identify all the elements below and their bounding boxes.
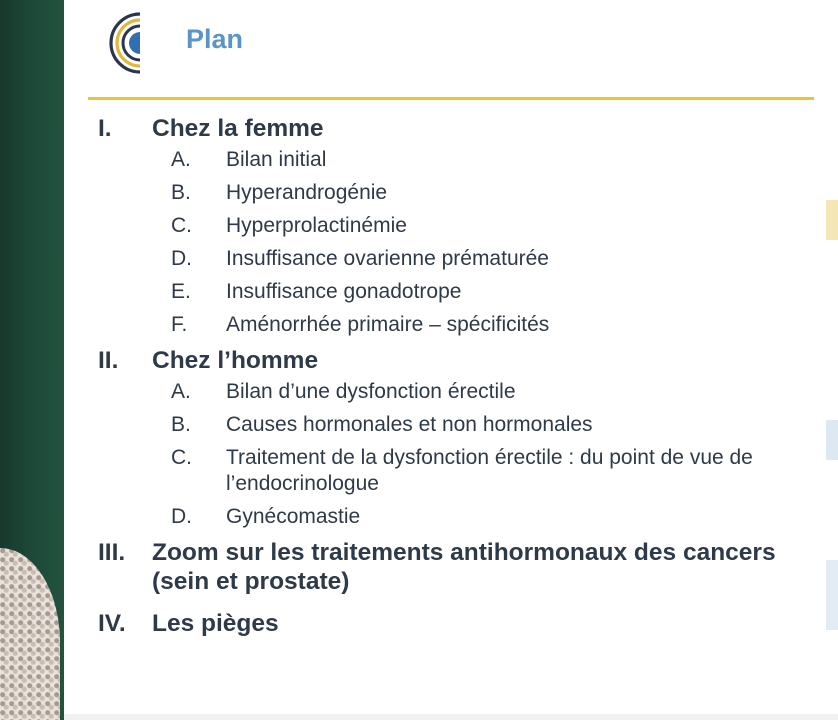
item-label: Gynécomastie bbox=[226, 505, 361, 528]
section-heading bbox=[98, 346, 818, 375]
plan-outline bbox=[98, 114, 818, 638]
section-label: Zoom sur les traitements antihormonaux des cancers (sein et prostate) bbox=[152, 539, 776, 595]
section-4 bbox=[98, 609, 818, 638]
slide bbox=[64, 0, 838, 714]
item-label: Bilan d’une dysfonction érectile bbox=[226, 380, 516, 403]
list-item bbox=[98, 504, 818, 530]
section-label: Chez l’homme bbox=[152, 347, 319, 374]
item-letter: D. bbox=[171, 247, 192, 270]
section-1 bbox=[98, 114, 818, 338]
item-letter: D. bbox=[171, 505, 192, 528]
item-letter: C. bbox=[171, 446, 192, 469]
section-number: I. bbox=[98, 115, 112, 142]
list-item bbox=[98, 147, 818, 173]
item-label: Hyperandrogénie bbox=[226, 181, 388, 204]
list-item bbox=[98, 445, 818, 497]
item-label: Insuffisance gonadotrope bbox=[226, 280, 462, 303]
section-heading bbox=[98, 114, 818, 143]
item-letter: B. bbox=[171, 181, 191, 204]
item-letter: A. bbox=[171, 148, 191, 171]
list-item bbox=[98, 312, 818, 338]
section-2 bbox=[98, 346, 818, 530]
subsection-list bbox=[98, 379, 818, 530]
item-label: Insuffisance ovarienne prématurée bbox=[226, 247, 549, 270]
slide-title: Plan bbox=[186, 24, 244, 54]
right-edge-strip bbox=[826, 0, 838, 714]
list-item bbox=[98, 213, 818, 239]
item-letter: A. bbox=[171, 380, 191, 403]
list-item bbox=[98, 180, 818, 206]
section-number: III. bbox=[98, 539, 126, 566]
item-letter: E. bbox=[171, 280, 191, 303]
list-item bbox=[98, 379, 818, 405]
section-label: Chez la femme bbox=[152, 115, 324, 142]
section-number: IV. bbox=[98, 610, 126, 637]
item-label: Causes hormonales et non hormonales bbox=[226, 413, 593, 436]
title-divider bbox=[88, 97, 814, 100]
section-3 bbox=[98, 538, 818, 596]
section-number: II. bbox=[98, 347, 119, 374]
item-letter: C. bbox=[171, 214, 192, 237]
item-label: Aménorrhée primaire – spécificités bbox=[226, 313, 550, 336]
bottom-edge-strip bbox=[64, 714, 838, 720]
list-item bbox=[98, 412, 818, 438]
item-label: Hyperprolactinémie bbox=[226, 214, 407, 237]
list-item bbox=[98, 279, 818, 305]
subsection-list bbox=[98, 147, 818, 338]
section-label: Les pièges bbox=[152, 610, 279, 637]
section-heading bbox=[98, 609, 818, 638]
concentric-arcs-logo-icon bbox=[100, 8, 144, 78]
item-letter: F. bbox=[171, 313, 188, 336]
list-item bbox=[98, 246, 818, 272]
item-letter: B. bbox=[171, 413, 191, 436]
item-label: Bilan initial bbox=[226, 148, 327, 171]
section-heading bbox=[98, 538, 818, 596]
item-label: Traitement de la dysfonction érectile : du point de vue de l’endocrinologue bbox=[226, 446, 753, 495]
